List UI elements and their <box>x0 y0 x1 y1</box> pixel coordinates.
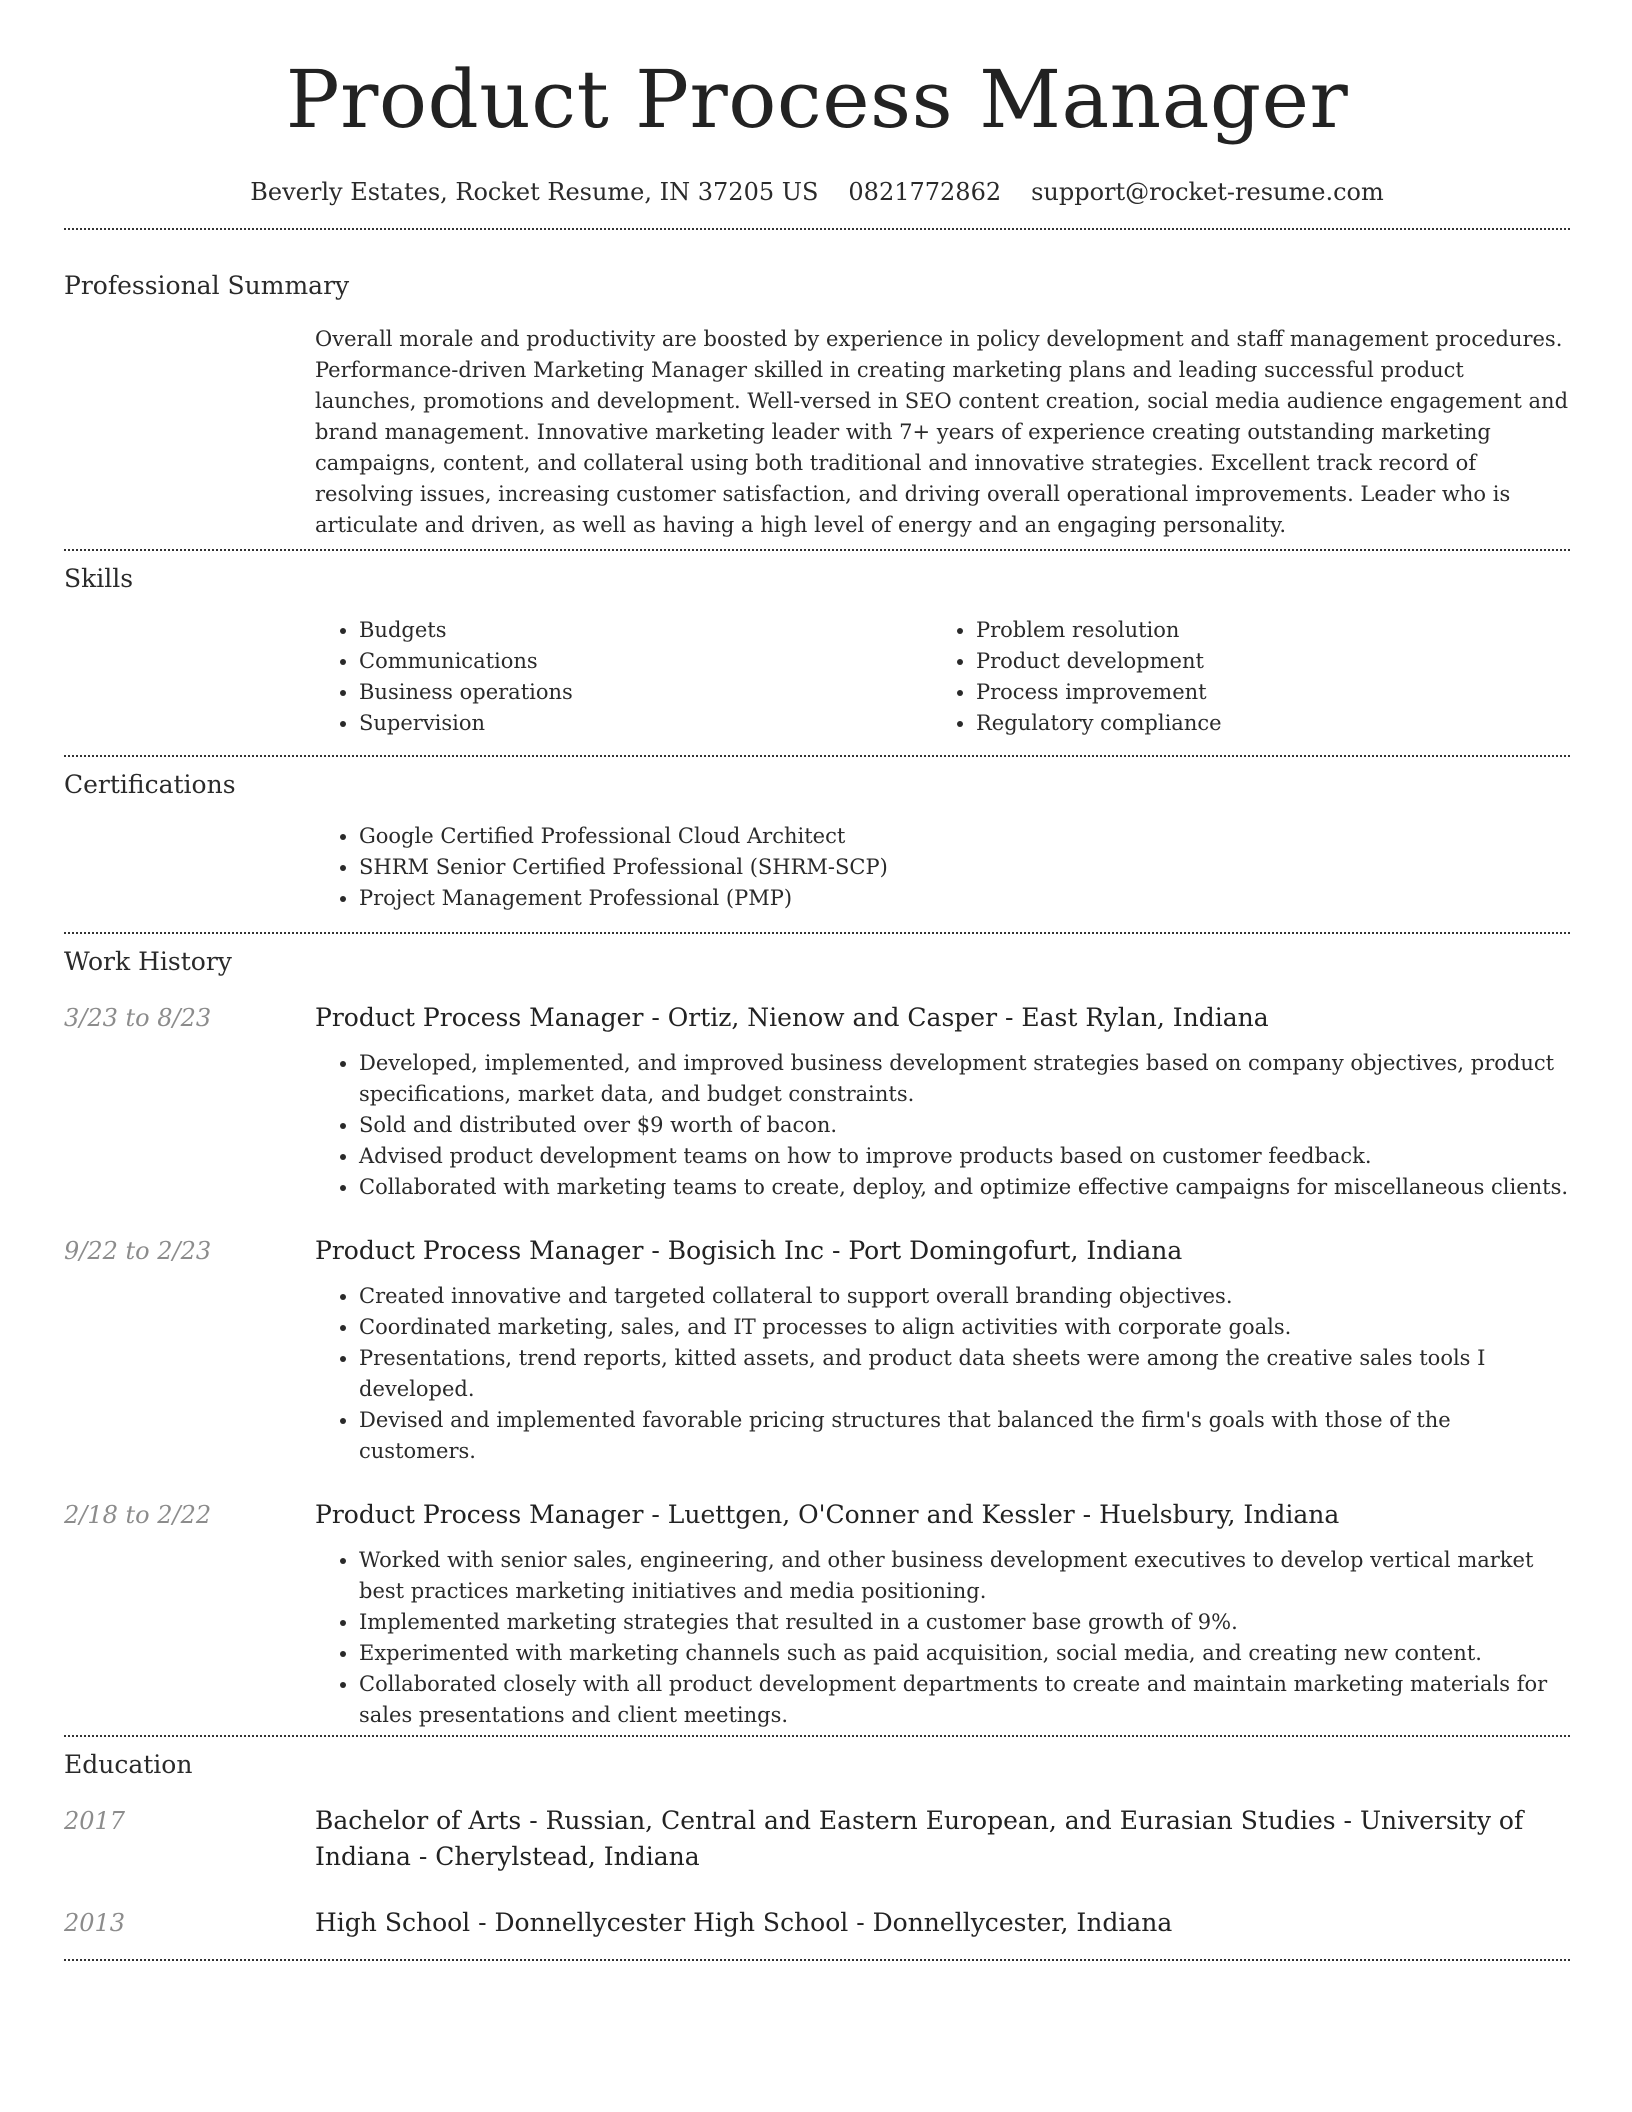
job-entry <box>64 1233 1570 1467</box>
section-divider <box>64 549 1570 551</box>
contact-email: support@rocket-resume.com <box>1031 178 1384 206</box>
skill-item: • Process improvement <box>976 677 1549 708</box>
education-year: 2017 <box>64 1807 126 1835</box>
education-entry <box>64 1905 1570 1941</box>
summary-section <box>315 324 1570 541</box>
job-bullet: • Developed, implemented, and improved business development strategies based on company objectives, product specifications, market data, and budget constraints. <box>359 1048 1570 1110</box>
skill-item: • Regulatory compliance <box>976 708 1549 739</box>
job-heading: Product Process Manager - Bogisich Inc - Port Domingofurt, Indiana <box>315 1236 1183 1265</box>
section-divider <box>64 228 1570 230</box>
certification-item: • Google Certified Professional Cloud Architect <box>359 821 1570 852</box>
resume-page <box>64 0 1570 1961</box>
education-title: Education <box>64 1750 193 1779</box>
contact-address: Beverly Estates, Rocket Resume, IN 37205 US <box>250 178 819 206</box>
job-heading: Product Process Manager - Luettgen, O'Conner and Kessler - Huelsbury, Indiana <box>315 1500 1340 1529</box>
job-bullet: • Experimented with marketing channels such as paid acquisition, social media, and creating new content. <box>359 1638 1570 1669</box>
education-year: 2013 <box>64 1909 126 1937</box>
job-bullets <box>315 1048 1570 1203</box>
job-bullet: • Presentations, trend reports, kitted assets, and product data sheets were among the creative sales tools I developed. <box>359 1343 1570 1405</box>
section-divider <box>64 1735 1570 1737</box>
job-bullet: • Worked with senior sales, engineering, and other business development executives to develop vertical market best practices marketing initiatives and media positioning. <box>359 1545 1570 1607</box>
job-bullet: • Created innovative and targeted collateral to support overall branding objectives. <box>359 1281 1570 1312</box>
job-bullet: • Sold and distributed over $9 worth of bacon. <box>359 1110 1570 1141</box>
job-bullet: • Devised and implemented favorable pricing structures that balanced the firm's goals with those of the customers. <box>359 1405 1570 1467</box>
section-divider <box>64 755 1570 757</box>
job-bullets <box>315 1545 1570 1731</box>
summary-title: Professional Summary <box>64 271 350 300</box>
skills-grid <box>315 615 1570 739</box>
skill-item: • Budgets <box>359 615 932 646</box>
work-history-title: Work History <box>64 947 232 976</box>
skills-list-right <box>932 615 1549 739</box>
skills-list-left <box>315 615 932 739</box>
skill-item: • Product development <box>976 646 1549 677</box>
job-entry <box>64 1000 1570 1203</box>
job-heading: Product Process Manager - Ortiz, Nienow and Casper - East Rylan, Indiana <box>315 1003 1269 1032</box>
job-bullet: • Collaborated with marketing teams to create, deploy, and optimize effective campaigns for miscellaneous clients. <box>359 1172 1570 1203</box>
education-heading: High School - Donnellycester High School - Donnellycester, Indiana <box>315 1908 1173 1937</box>
job-dates: 3/23 to 8/23 <box>64 1004 212 1032</box>
certification-item: • Project Management Professional (PMP) <box>359 883 1570 914</box>
education-entry <box>64 1803 1570 1875</box>
job-bullets <box>315 1281 1570 1467</box>
job-bullet: • Coordinated marketing, sales, and IT processes to align activities with corporate goals. <box>359 1312 1570 1343</box>
job-entry <box>64 1497 1570 1731</box>
candidate-name: Product Process Manager <box>285 53 1349 146</box>
certifications-list <box>315 821 1570 914</box>
skill-item: • Supervision <box>359 708 932 739</box>
contact-line <box>64 174 1570 210</box>
section-divider <box>64 932 1570 934</box>
job-dates: 2/18 to 2/22 <box>64 1501 212 1529</box>
education-heading: Bachelor of Arts - Russian, Central and Eastern European, and Eurasian Studies - University of Indiana - Cherylstead, Indiana <box>315 1806 1524 1871</box>
certifications-title: Certifications <box>64 770 236 799</box>
summary-text: Overall morale and productivity are boosted by experience in policy development and staff management procedures. Performance-driven Marketing Manager skilled in creating marketing plans and leading successful product launches, promotions and development. Well-versed in SEO content creation, social media audience engagement and brand management. Innovative marketing leader with 7+ years of experience creating outstanding marketing campaigns, content, and collateral using both traditional and innovative strategies. Excellent track record of resolving issues, increasing customer satisfaction, and driving overall operational improvements. Leader who is articulate and driven, as well as having a high level of energy and an engaging personality. <box>315 327 1569 537</box>
job-bullet: • Collaborated closely with all product development departments to create and maintain marketing materials for sales presentations and client meetings. <box>359 1669 1570 1731</box>
skill-item: • Communications <box>359 646 932 677</box>
certification-item: • SHRM Senior Certified Professional (SHRM-SCP) <box>359 852 1570 883</box>
certifications-section <box>315 821 1570 914</box>
contact-phone: 0821772862 <box>848 178 1002 206</box>
job-dates: 9/22 to 2/23 <box>64 1237 212 1265</box>
job-bullet: • Advised product development teams on how to improve products based on customer feedback. <box>359 1141 1570 1172</box>
skill-item: • Problem resolution <box>976 615 1549 646</box>
skill-item: • Business operations <box>359 677 932 708</box>
job-bullet: • Implemented marketing strategies that resulted in a customer base growth of 9%. <box>359 1607 1570 1638</box>
section-divider <box>64 1959 1570 1961</box>
skills-title: Skills <box>64 564 134 593</box>
